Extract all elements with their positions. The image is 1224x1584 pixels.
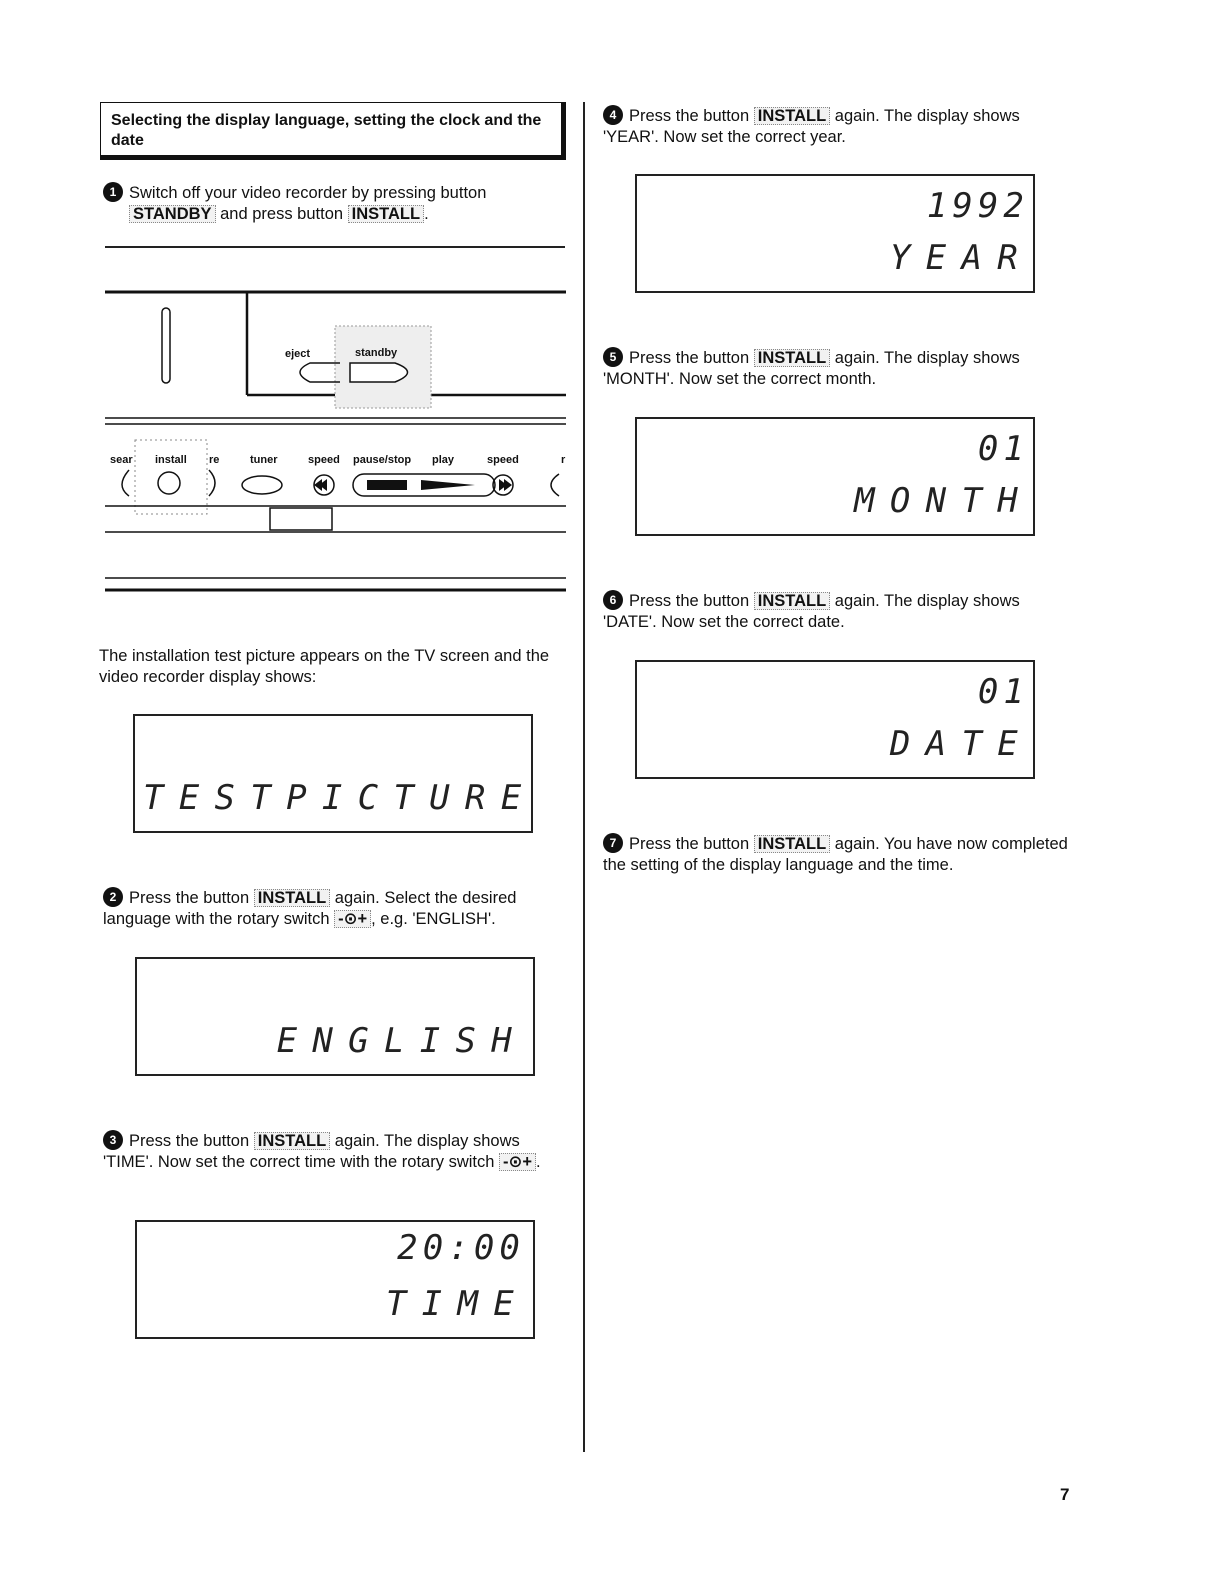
display-time [135, 1220, 535, 1339]
page-number: 7 [1060, 1485, 1070, 1504]
display-text: TESTPICTURE [143, 778, 537, 818]
install-label: install [155, 454, 187, 466]
section-heading: Selecting the display language, setting the clock and the date [100, 102, 566, 160]
divider [105, 246, 565, 248]
search-label: sear [110, 454, 133, 466]
display-label: TIME [385, 1284, 529, 1324]
step-6: 6 Press the button INSTALL again. The display shows 'DATE'. Now set the correct date. [603, 591, 1073, 632]
step-text: Switch off your video recorder by pressing button [129, 184, 487, 202]
pause-stop-label: pause/stop [353, 454, 412, 466]
step-number: 7 [603, 833, 623, 853]
step-number: 1 [103, 182, 123, 202]
play-label: play [432, 454, 455, 466]
display-label: YEAR [889, 238, 1033, 278]
install-button-ref: INSTALL [754, 349, 830, 367]
install-button-ref: INSTALL [348, 205, 424, 223]
display-value: 01 [977, 672, 1029, 712]
display-test-picture [133, 714, 537, 833]
display-value: 20:00 [397, 1228, 525, 1268]
install-button-ref: INSTALL [254, 889, 330, 907]
rotary-switch-ref: -⊙+ [334, 910, 371, 928]
step-number: 2 [103, 887, 123, 907]
display-value: 01 [977, 429, 1029, 469]
step-number: 4 [603, 105, 623, 125]
eject-label: eject [285, 348, 311, 360]
speed-label: speed [487, 454, 519, 466]
vcr-front-panel-illustration [105, 290, 566, 596]
display-date [635, 660, 1035, 779]
tuner-label: tuner [250, 454, 278, 466]
step-4: 4 Press the button INSTALL again. The display shows 'YEAR'. Now set the correct year. [603, 106, 1073, 147]
column-divider [583, 102, 585, 1452]
display-year [635, 174, 1035, 293]
vcr-panel-drawing [105, 290, 566, 596]
display-label: MONTH [854, 481, 1033, 521]
r-label: r [561, 454, 566, 466]
display-label: DATE [889, 724, 1033, 764]
step-1: 1 Switch off your video recorder by pressing button STANDBY and press button INSTALL . [103, 183, 563, 224]
step-7: 7 Press the button INSTALL again. You have now completed the setting of the display language and the time. [603, 834, 1073, 875]
install-button-ref: INSTALL [754, 107, 830, 125]
display-text: ENGLISH [276, 1021, 527, 1061]
step-5: 5 Press the button INSTALL again. The display shows 'MONTH'. Now set the correct month. [603, 348, 1073, 389]
install-button-ref: INSTALL [254, 1132, 330, 1150]
step-text: and press button [220, 204, 344, 223]
rotary-switch-ref: -⊙+ [499, 1153, 536, 1171]
install-button-ref: INSTALL [754, 835, 830, 853]
display-value: 1992 [926, 186, 1029, 226]
intro-text: The installation test picture appears on the TV screen and the video recorder display shows: [99, 647, 550, 686]
step-number: 5 [603, 347, 623, 367]
standby-label: standby [355, 347, 398, 359]
display-month [635, 417, 1035, 536]
step-number: 3 [103, 1130, 123, 1150]
display-english [135, 957, 535, 1076]
step-3: 3 Press the button INSTALL again. The display shows 'TIME'. Now set the correct time with the rotary switch -⊙+ . [103, 1131, 568, 1172]
step-2: 2 Press the button INSTALL again. Select the desired language with the rotary switch -⊙+ , e.g. 'ENGLISH'. [103, 888, 568, 929]
step-number: 6 [603, 590, 623, 610]
speed-label: speed [308, 454, 340, 466]
standby-button-ref: STANDBY [129, 205, 216, 223]
install-button-ref: INSTALL [754, 592, 830, 610]
re-label: re [209, 454, 220, 466]
